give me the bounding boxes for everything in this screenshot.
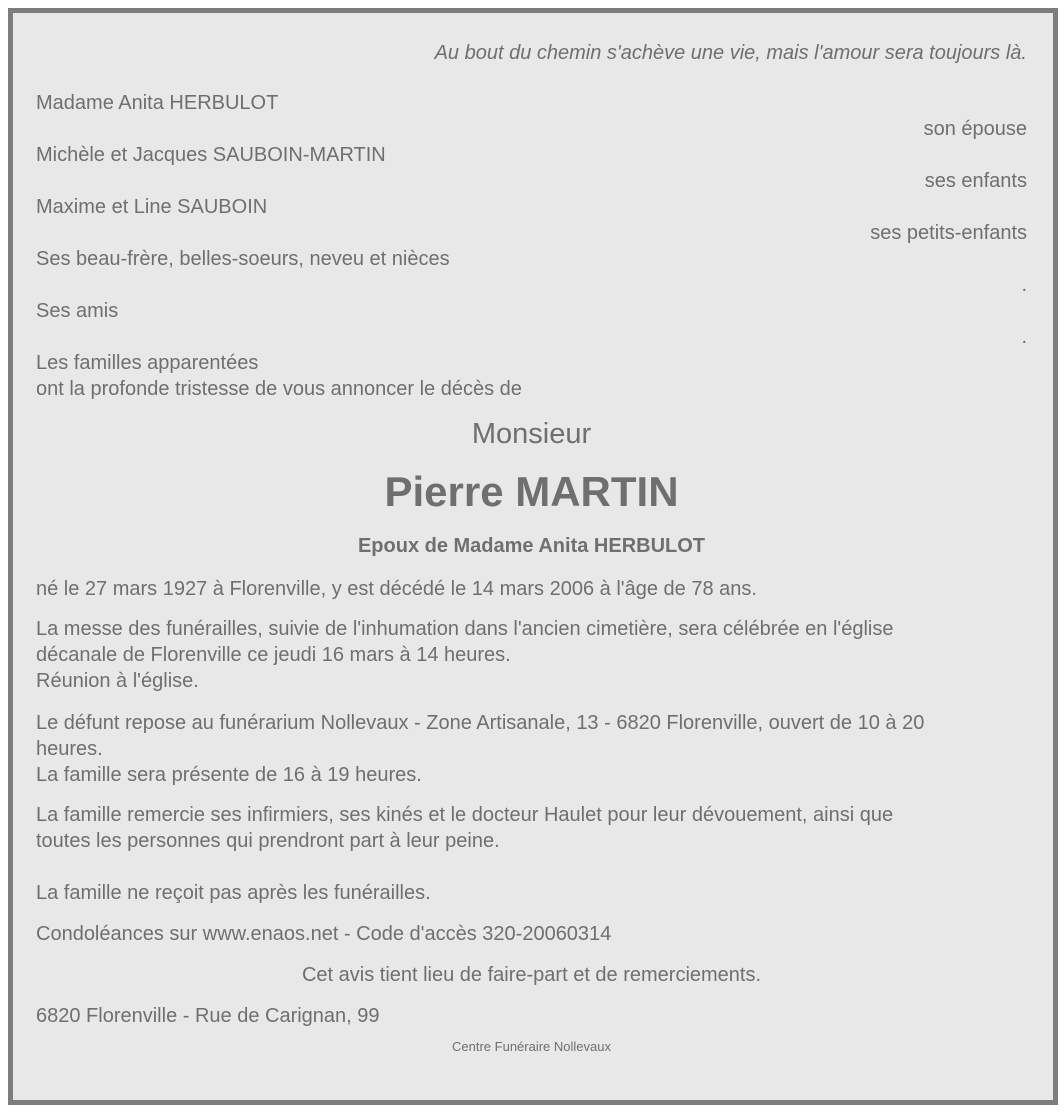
notice: Cet avis tient lieu de faire-part et de remerciements. [301, 964, 762, 986]
family-relation-5: . [1021, 326, 1027, 348]
funeral-line-1: La messe des funérailles, suivie de l'inhumation dans l'ancien cimetière, sera célébrée en l'église [36, 618, 894, 640]
family-name-5: Ses amis [36, 300, 119, 322]
footer: Centre Funéraire Nollevaux [452, 1039, 611, 1054]
rest-paragraph [36, 710, 1027, 788]
rest-line-3: La famille sera présente de 16 à 19 heures. [36, 764, 422, 786]
rest-line-1: Le défunt repose au funérarium Nollevaux - Zone Artisanale, 13 - 6820 Florenville, ouvert de 10 à 20 [36, 712, 925, 734]
funeral-line-2: décanale de Florenville ce jeudi 16 mars à 14 heures. [36, 644, 511, 666]
family-relation-2: ses enfants [924, 170, 1027, 192]
family-name-2: Michèle et Jacques SAUBOIN-MARTIN [36, 144, 386, 166]
deceased-title: Monsieur [471, 418, 592, 450]
family-name-4: Ses beau-frère, belles-soeurs, neveu et nièces [36, 248, 450, 270]
rest-line-2: heures. [36, 738, 103, 760]
family-relation-3: ses petits-enfants [870, 222, 1027, 244]
condolences: Condoléances sur www.enaos.net - Code d'accès 320-20060314 [36, 923, 612, 945]
birth-death: né le 27 mars 1927 à Florenville, y est décédé le 14 mars 2006 à l'âge de 78 ans. [36, 578, 757, 600]
announcement: ont la profonde tristesse de vous annoncer le décès de [36, 378, 522, 400]
family-relation-1: son épouse [923, 118, 1027, 140]
address: 6820 Florenville - Rue de Carignan, 99 [36, 1005, 380, 1027]
no-reception: La famille ne reçoit pas après les funérailles. [36, 882, 431, 904]
motto: Au bout du chemin s'achève une vie, mais l'amour sera toujours là. [434, 42, 1027, 64]
funeral-paragraph [36, 616, 1027, 694]
deceased-name: Pierre MARTIN [384, 468, 679, 515]
obituary-frame [8, 8, 1058, 1105]
family-name-1: Madame Anita HERBULOT [36, 92, 279, 114]
thanks-paragraph [36, 802, 1027, 854]
funeral-line-3: Réunion à l'église. [36, 670, 199, 692]
family-name-6: Les familles apparentées [36, 352, 259, 374]
thanks-line-1: La famille remercie ses infirmiers, ses kinés et le docteur Haulet pour leur dévouement, ainsi que [36, 804, 894, 826]
thanks-line-2: toutes les personnes qui prendront part à leur peine. [36, 830, 500, 852]
family-name-3: Maxime et Line SAUBOIN [36, 196, 268, 218]
spouse-line: Epoux de Madame Anita HERBULOT [357, 535, 706, 557]
family-relation-4: . [1021, 274, 1027, 296]
